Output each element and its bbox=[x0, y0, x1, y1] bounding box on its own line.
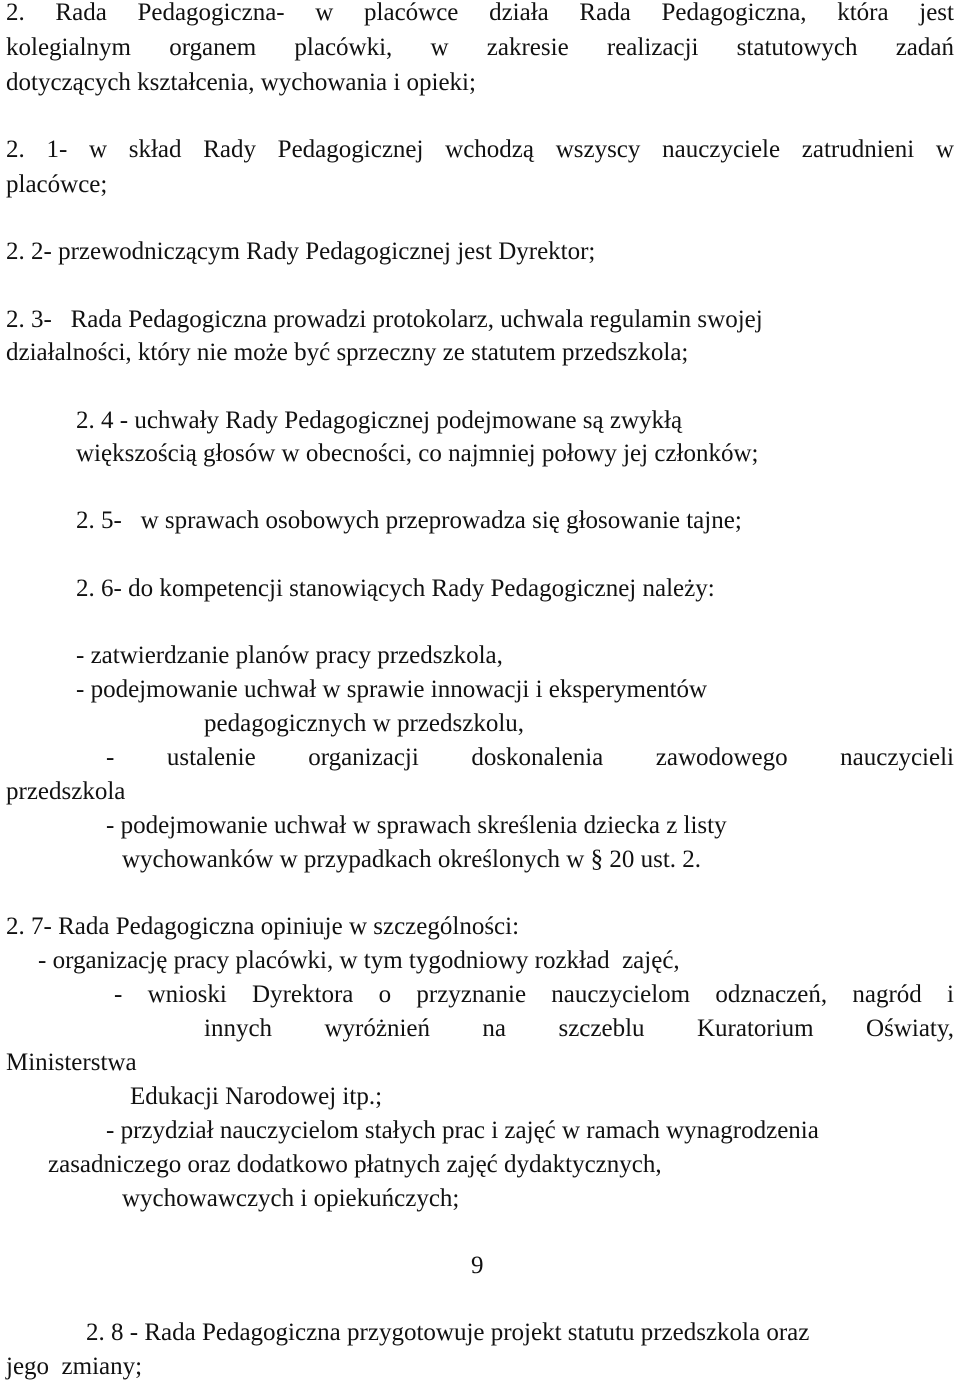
opinion-item-1: - organizację pracy placówki, w tym tygodniowy rozkład zajęć, bbox=[38, 947, 680, 974]
opinion-item-3-line-2: zasadniczego oraz dodatkowo płatnych zajęć dydaktycznych, bbox=[48, 1151, 662, 1178]
paragraph-1-line-3: dotyczących kształcenia, wychowania i opieki; bbox=[6, 69, 476, 96]
competence-item-2-line-2: pedagogicznych w przedszkolu, bbox=[204, 710, 525, 737]
competence-item-3-line-2: przedszkola bbox=[6, 778, 126, 805]
paragraph-6-line-1: 2. 5- w sprawach osobowych przeprowadza się głosowanie tajne; bbox=[76, 507, 742, 534]
competence-item-2-line-1: - podejmowanie uchwał w sprawie innowacji i eksperymentów bbox=[76, 676, 708, 703]
paragraph-5-line-2: większością głosów w obecności, co najmniej połowy jej członków; bbox=[76, 440, 759, 467]
opinion-item-3-line-1: - przydział nauczycielom stałych prac i zajęć w ramach wynagrodzenia bbox=[106, 1117, 819, 1144]
opinion-item-2-line-4: Edukacji Narodowej itp.; bbox=[130, 1083, 383, 1110]
competence-item-3-line-1: - ustalenie organizacji doskonalenia zawodowego nauczycieli bbox=[106, 744, 954, 771]
paragraph-8-heading: 2. 7- Rada Pedagogiczna opiniuje w szczególności: bbox=[6, 913, 520, 940]
opinion-item-3-line-3: wychowawczych i opiekuńczych; bbox=[122, 1185, 460, 1212]
paragraph-7-heading: 2. 6- do kompetencji stanowiących Rady Pedagogicznej należy: bbox=[76, 575, 715, 602]
paragraph-3-line-1: 2. 2- przewodniczącym Rady Pedagogicznej jest Dyrektor; bbox=[6, 238, 596, 265]
opinion-item-2-line-3: Ministerstwa bbox=[6, 1049, 137, 1076]
opinion-item-2-line-1: - wnioski Dyrektora o przyznanie nauczycielom odznaczeń, nagród i bbox=[114, 981, 954, 1008]
paragraph-2-line-1: 2. 1- w skład Rady Pedagogicznej wchodzą wszyscy nauczyciele zatrudnieni w bbox=[6, 136, 954, 163]
paragraph-4-line-2: działalności, który nie może być sprzeczny ze statutem przedszkola; bbox=[6, 339, 689, 366]
paragraph-1-line-1: 2. Rada Pedagogiczna- w placówce działa Rada Pedagogiczna, która jest bbox=[6, 0, 954, 26]
paragraph-9-line-1: 2. 8 - Rada Pedagogiczna przygotowuje projekt statutu przedszkola oraz bbox=[86, 1319, 810, 1346]
paragraph-2-line-2: placówce; bbox=[6, 171, 108, 198]
paragraph-9-line-2: jego zmiany; bbox=[6, 1353, 143, 1380]
opinion-item-2-line-2: innych wyróżnień na szczeblu Kuratorium Oświaty, bbox=[204, 1015, 954, 1042]
competence-item-4-line-2: wychowanków w przypadkach określonych w § 20 ust. 2. bbox=[122, 846, 702, 873]
competence-item-1: - zatwierdzanie planów pracy przedszkola, bbox=[76, 642, 503, 669]
paragraph-1-line-2: kolegialnym organem placówki, w zakresie realizacji statutowych zadań bbox=[6, 34, 954, 61]
competence-item-4-line-1: - podejmowanie uchwał w sprawach skreślenia dziecka z listy bbox=[106, 812, 727, 839]
page-number: 9 bbox=[471, 1252, 484, 1279]
paragraph-4-line-1: 2. 3- Rada Pedagogiczna prowadzi protokolarz, uchwala regulamin swojej bbox=[6, 306, 763, 333]
paragraph-5-line-1: 2. 4 - uchwały Rady Pedagogicznej podejmowane są zwykłą bbox=[76, 407, 683, 434]
